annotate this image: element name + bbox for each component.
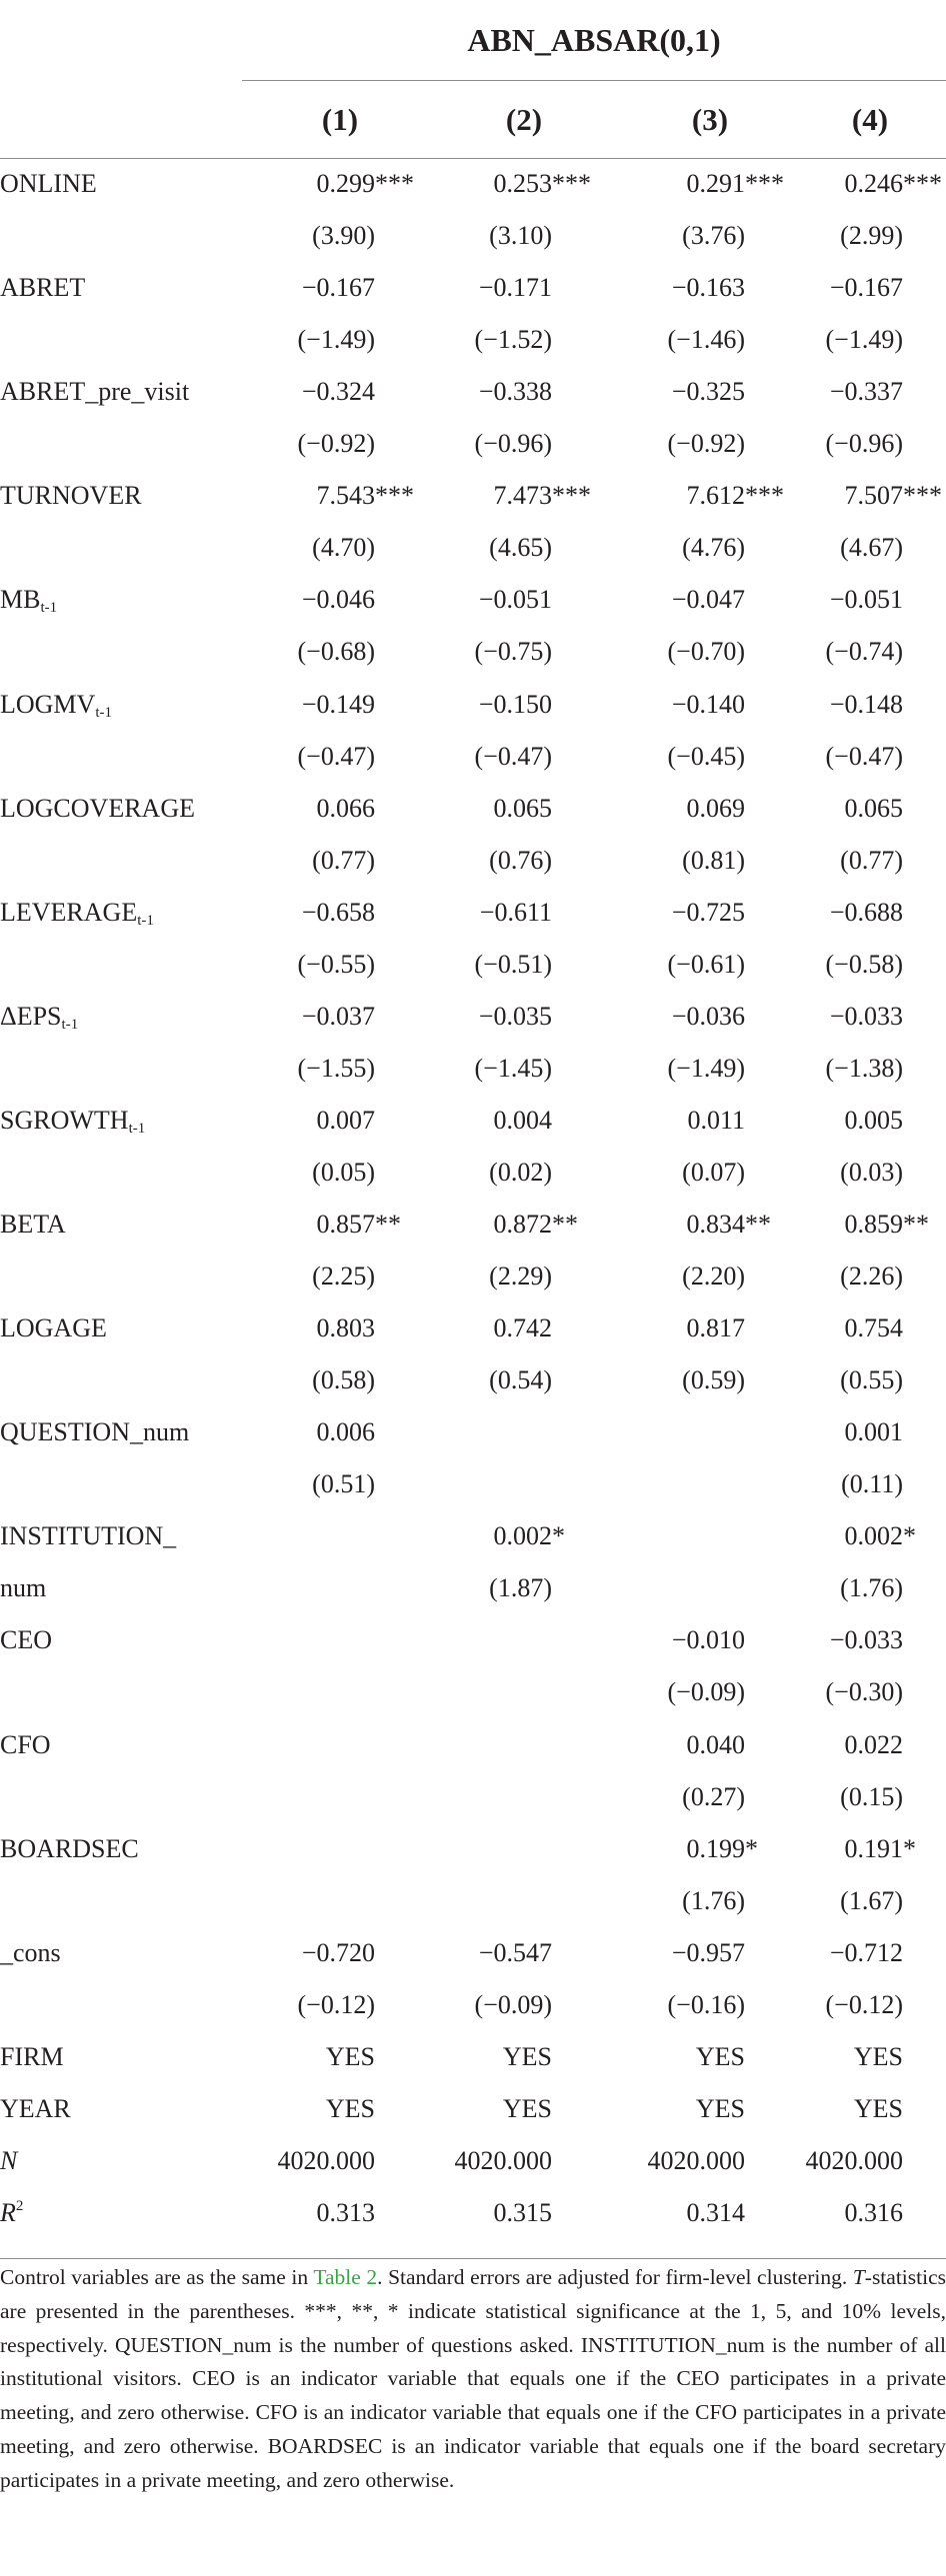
row-label-text: LOGCOVERAGE [0, 793, 195, 823]
cell-value: (0.02) [489, 1157, 552, 1187]
row-label-text: MB [0, 585, 41, 615]
cell-value: 4020.000 [805, 2145, 903, 2175]
cell-value: (−0.96) [474, 429, 552, 459]
cell-value: (1.67) [840, 1885, 903, 1915]
cell-value: −0.033 [829, 1625, 903, 1655]
cell-value: (−0.70) [667, 637, 745, 667]
cell-value: (−1.49) [297, 325, 375, 355]
significance-stars: * [903, 1521, 916, 1551]
significance-stars: * [552, 1521, 565, 1551]
cell-value: 0.007 [316, 1105, 375, 1135]
table-row [0, 2083, 946, 2135]
row-label-text: LEVERAGE [0, 897, 138, 927]
table-row [0, 1927, 946, 1979]
cell-value: (−1.55) [297, 1053, 375, 1083]
cell-value: −0.167 [829, 273, 903, 303]
cell-value: (0.15) [840, 1781, 903, 1811]
cell-value: (−0.61) [667, 949, 745, 979]
table-row [0, 1614, 946, 1666]
cell-value: −0.725 [671, 897, 745, 927]
table-row [0, 418, 946, 470]
cell-value: −0.688 [829, 897, 903, 927]
cell-value: 0.001 [844, 1417, 903, 1447]
cell-value: −0.051 [829, 585, 903, 615]
significance-stars: *** [375, 169, 414, 198]
cell-value: 0.291 [686, 169, 745, 198]
cell-value: 0.199 [686, 1833, 745, 1863]
cell-value: 0.246 [844, 169, 903, 198]
cell-value: −0.712 [829, 1937, 903, 1967]
cell-value: 0.005 [844, 1105, 903, 1135]
row-label-text: BETA [0, 1210, 66, 1239]
cell-value: 7.507 [844, 481, 903, 511]
cell-value: (−0.45) [667, 741, 745, 771]
cell-value: 0.011 [687, 1105, 745, 1135]
footnote-italic-t: T [852, 2265, 865, 2289]
table-row [0, 574, 946, 626]
cell-value: 0.040 [686, 1729, 745, 1759]
cell-value: −0.046 [301, 585, 375, 615]
table-row [0, 1562, 946, 1614]
row-label-text: _cons [0, 1937, 61, 1967]
significance-stars: *** [903, 169, 942, 198]
row-label-text: R [0, 2197, 16, 2227]
row-label-text: SGROWTH [0, 1105, 129, 1135]
cell-value: 0.754 [844, 1313, 903, 1343]
cell-value: 0.857 [316, 1210, 375, 1239]
cell-value: (0.77) [312, 845, 375, 875]
cell-value: 0.313 [316, 2197, 375, 2227]
row-label [0, 574, 57, 626]
row-label-superscript: 2 [15, 2197, 24, 2214]
significance-stars: *** [745, 169, 784, 198]
cell-value: (1.76) [682, 1885, 745, 1915]
cell-value: (−0.12) [297, 1989, 375, 2019]
cell-value: (2.20) [682, 1262, 745, 1291]
table-row [0, 1666, 946, 1718]
cell-value: (−0.47) [297, 741, 375, 771]
cell-value: 0.315 [493, 2197, 552, 2227]
cell-value: (0.51) [312, 1469, 375, 1499]
cell-value: (−1.46) [667, 325, 745, 355]
table-row [0, 470, 946, 522]
cell-value: (2.99) [840, 221, 903, 251]
cell-value: −0.037 [301, 1001, 375, 1031]
significance-stars: * [903, 1833, 916, 1863]
footnote-text-mid: . Standard errors are adjusted for firm-level clustering. [377, 2265, 853, 2289]
cell-value: (4.76) [682, 533, 745, 563]
significance-stars: ** [375, 1210, 401, 1239]
cell-value: 0.002 [844, 1521, 903, 1551]
cell-value: 0.191 [844, 1833, 903, 1863]
cell-value: (0.58) [312, 1365, 375, 1395]
row-label-text: BOARDSEC [0, 1833, 139, 1863]
row-label [0, 2031, 64, 2083]
cell-value: (−0.16) [667, 1989, 745, 2019]
table-row [0, 1510, 946, 1562]
table-row [0, 1458, 946, 1510]
cell-value: (0.76) [489, 845, 552, 875]
table-bottom-rule [0, 2258, 946, 2259]
significance-stars: *** [552, 169, 591, 198]
row-label [0, 1199, 66, 1251]
cell-value: YES [502, 2041, 552, 2071]
cell-value: (−1.38) [825, 1053, 903, 1083]
cell-value: YES [502, 2093, 552, 2123]
cell-value: (−1.49) [667, 1053, 745, 1083]
cell-value: 7.612 [686, 481, 745, 511]
cell-value: (0.27) [682, 1781, 745, 1811]
row-label-subscript: t-1 [95, 704, 113, 721]
table-row [0, 1147, 946, 1199]
row-label-text: TURNOVER [0, 481, 142, 511]
cell-value: −0.033 [829, 1001, 903, 1031]
table-row [0, 1043, 946, 1095]
cell-value: (2.29) [489, 1262, 552, 1291]
cell-value: −0.324 [301, 377, 375, 407]
row-label [0, 1510, 176, 1562]
row-label [0, 1823, 139, 1875]
significance-stars: *** [745, 481, 784, 511]
table-row [0, 1095, 946, 1147]
table-row [0, 1823, 946, 1875]
table-row [0, 314, 946, 366]
column-header-1: (1) [321, 102, 359, 137]
cell-value: (1.87) [489, 1573, 552, 1603]
cell-value: −0.337 [829, 377, 903, 407]
table-row [0, 887, 946, 939]
cell-value: (−0.09) [474, 1989, 552, 2019]
cell-value: YES [853, 2093, 903, 2123]
row-label-text: CFO [0, 1729, 51, 1759]
row-label-text: ONLINE [0, 169, 97, 198]
table-row [0, 1354, 946, 1406]
significance-stars: ** [745, 1210, 771, 1239]
cell-value: 0.006 [316, 1417, 375, 1447]
cell-value: (0.77) [840, 845, 903, 875]
cell-value: (4.67) [840, 533, 903, 563]
row-label-text: INSTITUTION_ [0, 1521, 177, 1551]
cell-value: (−1.52) [474, 325, 552, 355]
row-label-text: ΔEPS [0, 1001, 62, 1031]
cell-value: 0.299 [316, 169, 375, 198]
row-label [0, 158, 97, 210]
row-label-text: ABRET_pre_visit [0, 377, 190, 407]
table-row [0, 1199, 946, 1251]
cell-value: (3.76) [682, 221, 745, 251]
cell-value: (−0.09) [667, 1677, 745, 1707]
row-label-text: QUESTION_num [0, 1417, 190, 1447]
cell-value: −0.149 [301, 689, 375, 719]
cell-value: 0.066 [316, 793, 375, 823]
cell-value: 0.859 [844, 1210, 903, 1239]
cell-value: (0.59) [682, 1365, 745, 1395]
table-footnote [0, 2261, 946, 2498]
table-row [0, 210, 946, 262]
column-header-2: (2) [505, 102, 543, 137]
column-header-3: (3) [691, 102, 729, 137]
cell-value: (−0.75) [474, 637, 552, 667]
cell-value: −0.547 [478, 1937, 552, 1967]
footnote-text-start: Control variables are as the same in [0, 2265, 314, 2289]
cell-value: (−0.55) [297, 949, 375, 979]
cell-value: (−0.12) [825, 1989, 903, 2019]
cell-value: (2.25) [312, 1262, 375, 1291]
table-row [0, 522, 946, 574]
cell-value: (−0.47) [474, 741, 552, 771]
row-label [0, 991, 78, 1043]
row-label [0, 1302, 107, 1354]
cell-value: 7.473 [493, 481, 552, 511]
cell-value: −0.148 [829, 689, 903, 719]
row-label [0, 887, 154, 939]
row-label-subscript: t-1 [128, 1120, 146, 1137]
cell-value: (−0.74) [825, 637, 903, 667]
cell-value: (0.05) [312, 1157, 375, 1187]
cell-value: (0.11) [841, 1469, 903, 1499]
row-label-subscript: t-1 [40, 600, 58, 617]
column-header-4: (4) [851, 102, 889, 137]
cell-value: (−0.30) [825, 1677, 903, 1707]
cell-value: 0.316 [844, 2197, 903, 2227]
row-label [0, 1406, 189, 1458]
row-label [0, 2135, 17, 2187]
table-row [0, 1251, 946, 1302]
cell-value: −0.658 [301, 897, 375, 927]
table-row [0, 1302, 946, 1354]
cell-value: −0.325 [671, 377, 745, 407]
cell-value: 0.834 [686, 1210, 745, 1239]
cell-value: 4020.000 [454, 2145, 552, 2175]
row-label [0, 2187, 23, 2239]
table-row [0, 1875, 946, 1927]
cell-value: 0.872 [493, 1210, 552, 1239]
cell-value: YES [325, 2093, 375, 2123]
significance-stars: * [745, 1833, 758, 1863]
table-row [0, 679, 946, 731]
cell-value: 0.253 [493, 169, 552, 198]
cell-value: (−0.92) [667, 429, 745, 459]
footnote-text-end: -statistics are presented in the parentheses. ***, **, * indicate statistical significance at the 1, 5, and 10% levels, respectively. QUESTION_num is the number of questions asked. INSTITUTION_num is the number of all institutional visitors. CEO is an indicator variable that equals one if the CEO participates in a private meeting, and zero otherwise. CFO is an indicator variable that equals one if the CFO participates in a private meeting, and zero otherwise. BOARDSEC is an indicator variable that equals one if the board secretary participates in a private meeting, and zero otherwise. [0, 2265, 946, 2492]
cell-value: (−1.49) [825, 325, 903, 355]
cell-value: −0.047 [671, 585, 745, 615]
cell-value: (4.65) [489, 533, 552, 563]
cell-value: −0.010 [671, 1625, 745, 1655]
table-row [0, 1979, 946, 2031]
cell-value: 7.543 [316, 481, 375, 511]
cell-value: 4020.000 [277, 2145, 375, 2175]
cell-value: YES [853, 2041, 903, 2071]
significance-stars: *** [552, 481, 591, 511]
cell-value: (−0.47) [825, 741, 903, 771]
cell-value: (3.90) [312, 221, 375, 251]
cell-value: 0.065 [493, 793, 552, 823]
table-row [0, 158, 946, 210]
cell-value: (0.54) [489, 1365, 552, 1395]
cell-value: −0.338 [478, 377, 552, 407]
row-label [0, 366, 189, 418]
cell-value: (−0.68) [297, 637, 375, 667]
row-label [0, 470, 142, 522]
row-label-text: ABRET [0, 273, 86, 303]
cell-value: (−0.51) [474, 949, 552, 979]
cell-value: (−1.45) [474, 1053, 552, 1083]
cell-value: YES [695, 2093, 745, 2123]
cell-value: (−0.58) [825, 949, 903, 979]
cell-value: 0.314 [686, 2197, 745, 2227]
cell-value: −0.035 [478, 1001, 552, 1031]
row-label [0, 1562, 46, 1614]
significance-stars: *** [375, 481, 414, 511]
row-label-text: LOGAGE [0, 1313, 107, 1343]
cell-value: (0.07) [682, 1157, 745, 1187]
cell-value: −0.051 [478, 585, 552, 615]
table-row [0, 2135, 946, 2187]
table-row [0, 262, 946, 314]
table-row [0, 1771, 946, 1823]
table-row [0, 1719, 946, 1771]
cell-value: 0.742 [493, 1313, 552, 1343]
cell-value: (3.10) [489, 221, 552, 251]
significance-stars: ** [903, 1210, 929, 1239]
cell-value: −0.163 [671, 273, 745, 303]
table-row [0, 991, 946, 1043]
table-row [0, 2031, 946, 2083]
row-label [0, 783, 195, 835]
cell-value: −0.140 [671, 689, 745, 719]
row-label [0, 1927, 61, 1979]
cell-value: −0.957 [671, 1937, 745, 1967]
table-row [0, 939, 946, 991]
row-label-text: YEAR [0, 2093, 71, 2123]
cell-value: 0.002 [493, 1521, 552, 1551]
cell-value: YES [695, 2041, 745, 2071]
cell-value: 0.004 [493, 1105, 552, 1135]
table-row [0, 783, 946, 835]
table-row [0, 731, 946, 783]
dependent-variable-header: ABN_ABSAR(0,1) [467, 22, 721, 58]
row-label-subscript: t-1 [137, 912, 154, 929]
row-label-text: num [0, 1573, 47, 1603]
cell-value: −0.720 [301, 1937, 375, 1967]
table-row [0, 2187, 946, 2239]
table-row [0, 366, 946, 418]
cell-value: 0.069 [686, 793, 745, 823]
header-underline [242, 80, 946, 81]
cell-value: (4.70) [312, 533, 375, 563]
row-label [0, 262, 85, 314]
cell-value: (2.26) [840, 1262, 903, 1291]
row-label [0, 2083, 71, 2135]
cell-value: −0.611 [479, 897, 552, 927]
cell-value: 0.022 [844, 1729, 903, 1759]
table-2-link[interactable]: Table 2 [313, 2265, 378, 2289]
cell-value: −0.167 [301, 273, 375, 303]
cell-value: (−0.96) [825, 429, 903, 459]
row-label-text: FIRM [0, 2041, 64, 2071]
row-label [0, 679, 112, 731]
table-row [0, 626, 946, 678]
cell-value: −0.171 [478, 273, 552, 303]
row-label [0, 1095, 145, 1147]
row-label [0, 1719, 51, 1771]
cell-value: (1.76) [840, 1573, 903, 1603]
row-label-text: CEO [0, 1625, 52, 1655]
cell-value: 0.803 [316, 1313, 375, 1343]
cell-value: −0.150 [478, 689, 552, 719]
row-label-subscript: t-1 [61, 1016, 79, 1033]
cell-value: (0.55) [840, 1365, 903, 1395]
table-row [0, 835, 946, 887]
cell-value: 0.065 [844, 793, 903, 823]
significance-stars: *** [903, 481, 942, 511]
row-label-text: N [0, 2145, 18, 2175]
cell-value: 0.817 [686, 1313, 745, 1343]
cell-value: YES [325, 2041, 375, 2071]
table-row [0, 1406, 946, 1458]
cell-value: (0.81) [682, 845, 745, 875]
significance-stars: ** [552, 1210, 578, 1239]
row-label [0, 1614, 52, 1666]
cell-value: (0.03) [840, 1157, 903, 1187]
cell-value: (−0.92) [297, 429, 375, 459]
cell-value: −0.036 [671, 1001, 745, 1031]
cell-value: 4020.000 [647, 2145, 745, 2175]
row-label-text: LOGMV [0, 689, 96, 719]
